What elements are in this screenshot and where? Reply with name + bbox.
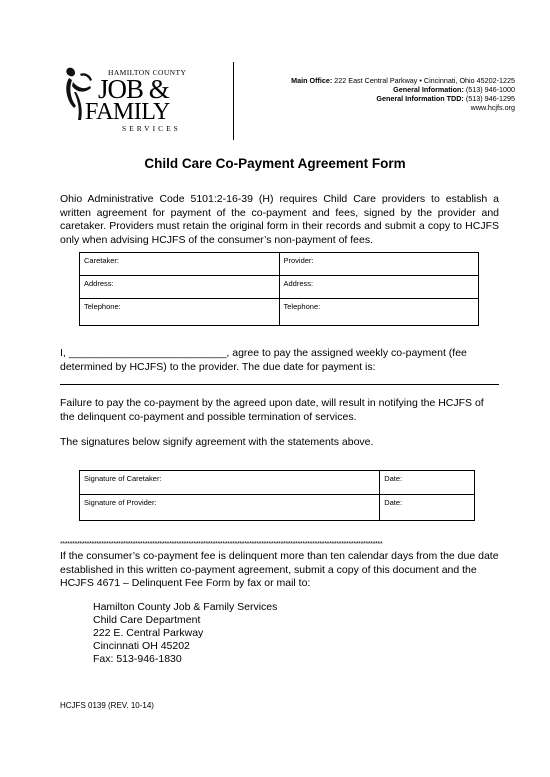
due-date-line[interactable] xyxy=(60,384,499,385)
page-title: Child Care Co-Payment Agreement Form xyxy=(144,156,406,171)
tdd-value: (513) 946-1295 xyxy=(465,94,515,103)
caretaker-cell[interactable]: Caretaker: xyxy=(80,253,280,276)
general-info-label: General Information: xyxy=(393,85,464,94)
provider-date-cell[interactable]: Date: xyxy=(380,495,475,521)
general-info-line xyxy=(393,85,515,94)
general-info-value: (513) 946-1000 xyxy=(465,85,515,94)
separator-line: ************************************************************************************************************************************* xyxy=(60,541,383,548)
provider-telephone-cell[interactable]: Telephone: xyxy=(279,299,479,326)
logo-services-text: SERVICES xyxy=(122,124,181,133)
address-line-4: Cincinnati OH 45202 xyxy=(93,640,190,652)
main-office-line xyxy=(291,76,515,85)
header-divider xyxy=(233,62,234,140)
logo-job-text: JOB & xyxy=(98,74,169,104)
main-office-label: Main Office: xyxy=(291,76,333,85)
info-table xyxy=(79,252,479,326)
intro-paragraph: Ohio Administrative Code 5101:2-16-39 (H) requires Child Care providers to establish a written agreement for payment of the co-payment and fees, signed by the provider and caretaker. Providers must retain the original form in their records and submit a copy to HCJFS only when advising HCJFS of the consumer’s non-payment of fees. xyxy=(60,193,499,246)
provider-address-cell[interactable]: Address: xyxy=(279,276,479,299)
address-line-2: Child Care Department xyxy=(93,614,201,626)
agreement-paragraph: I, ___________________________, agree to pay the assigned weekly co-payment (fee determined by HCJFS) to the provider. The due date for payment is: xyxy=(60,347,467,373)
tdd-line xyxy=(376,94,515,103)
failure-paragraph: Failure to pay the co-payment by the agreed upon date, will result in notifying the HCJFS of the delinquent co-payment and possible termination of services. xyxy=(60,397,484,423)
address-line-3: 222 E. Central Parkway xyxy=(93,627,204,639)
address-fax: Fax: 513-946-1830 xyxy=(93,653,182,665)
caretaker-address-cell[interactable]: Address: xyxy=(80,276,280,299)
caretaker-signature-cell[interactable]: Signature of Caretaker: xyxy=(80,471,380,495)
main-office-value: 222 East Central Parkway • Cincinnati, Ohio 45202-1225 xyxy=(334,76,515,85)
form-number: HCJFS 0139 (REV. 10-14) xyxy=(60,701,154,710)
signature-table xyxy=(79,470,475,521)
logo-family-text: FAMILY xyxy=(85,99,170,125)
website-link[interactable]: www.hcjfs.org xyxy=(470,103,515,112)
address-line-1: Hamilton County Job & Family Services xyxy=(93,601,278,613)
logo-county-text: HAMILTON COUNTY xyxy=(108,68,187,77)
caretaker-date-cell[interactable]: Date: xyxy=(380,471,475,495)
signatures-statement: The signatures below signify agreement with the statements above. xyxy=(60,436,374,448)
provider-cell[interactable]: Provider: xyxy=(279,253,479,276)
tdd-label: General Information TDD: xyxy=(376,94,464,103)
caretaker-telephone-cell[interactable]: Telephone: xyxy=(80,299,280,326)
delinquent-paragraph: If the consumer’s co-payment fee is delinquent more than ten calendar days from the due date established in this written co-payment agreement, submit a copy of this document and the HCJFS 4671 – Delinquent Fee Form by fax or mail to: xyxy=(60,550,499,589)
provider-signature-cell[interactable]: Signature of Provider: xyxy=(80,495,380,521)
